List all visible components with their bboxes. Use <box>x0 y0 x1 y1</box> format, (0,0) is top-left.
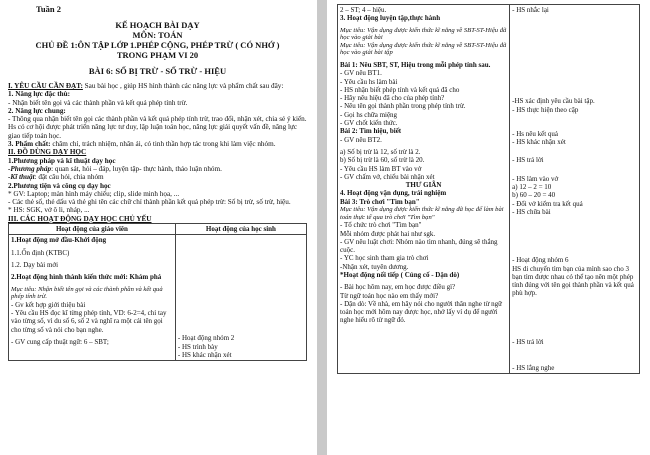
student-response: - HS thực hiện theo cặp <box>512 105 579 114</box>
student-repeat: - HS nhắc lại <box>512 6 549 14</box>
terms-continued: 2 – ST; 4 – hiệu. <box>340 6 387 14</box>
lesson-plan-title: KẾ HOẠCH BÀI DẠY <box>115 20 200 30</box>
student-response: - HS trả lời <box>512 337 544 346</box>
break-label: THƯ GIÃN <box>405 181 442 190</box>
exercise-3-step: Mỗi nhóm được phát hai như sgk. <box>340 229 436 238</box>
materials-technique: -Kĩ thuật: đặt câu hỏi, chia nhóm <box>8 173 104 182</box>
practice-goal-2: Mục tiêu: Vận dụng được kiến thức kĩ năng về SBT-ST-Hiệu đã học vào giải bài tập <box>340 41 507 57</box>
student-response: - Đổi vở kiểm tra kết quả <box>512 199 583 208</box>
materials-teacher: * GV: Laptop; màn hình máy chiếu; clip, slide minh họa, ... <box>8 189 180 198</box>
objective-3: 3. Phẩm chất: chăm chỉ, trách nhiệm, nhân ái, có tinh thần hợp tác trong khi làm việc nhóm. <box>8 140 276 149</box>
exercise-1-step: - Yêu cầu hs làm bài <box>340 77 398 86</box>
student-present: - HS trình bày <box>177 342 218 351</box>
exercise-2-step: - GV nêu BT2. <box>340 135 382 144</box>
exercise-3-goal: Mục tiêu: Vận dụng được kiến thức kĩ năng đã học để làm bài toán thực tế qua trò chơi "Tìm bạn" <box>340 206 504 221</box>
exercise-3-step: -Nhận xét, tuyên dương. <box>340 262 409 271</box>
student-response: - Hs nêu kết quả <box>512 129 559 138</box>
subject-title: MÔN: TOÁN <box>132 30 183 40</box>
table-row <box>9 235 307 361</box>
wrapup-homework: - Dặn dò: Về nhà, em hãy nói cho người thân nghe từ ngữ toán học mới hôm nay được học, nhớ lấy ví dụ để người nghe hiểu rõ từ ngữ đó. <box>340 299 502 325</box>
exercise-1-step: - Hãy nêu hiệu đã cho của phép tính? <box>340 94 445 103</box>
activity-practice: 3. Hoạt động luyện tập,thực hành <box>340 14 441 23</box>
student-answer-b: b) 60 – 20 = 40 <box>512 191 556 200</box>
activity-terms: - GV cung cấp thuật ngữ: 6 – SBT; <box>11 337 109 346</box>
activities-table-right <box>337 4 640 374</box>
activities-table-left <box>8 223 307 361</box>
materials-2-heading: 2.Phương tiện và công cụ dạy học <box>8 181 111 190</box>
lesson-title: BÀI 6: SỐ BỊ TRỪ - SỐ TRỪ - HIỆU <box>88 66 227 76</box>
objective-2-text: - Thông qua nhận biết tên gọi các thành phần và kết quả phép tính trừ, trao đổi, nhận xét, chia sẻ ý kiến. Hs có cơ hội được phát triển năng lực tư duy, lập luận toán học, năng lực giải quyết vấn đề, năng lực giao tiếp toán học. <box>8 115 307 140</box>
exercise-3-step: - YC học sinh tham gia trò chơi <box>340 254 429 263</box>
column-header-teacher: Hoạt động của giáo viên <box>9 224 176 235</box>
activity-intro: - Gv kết hợp giới thiệu bài <box>11 300 86 309</box>
week-label: Tuần 2 <box>36 4 61 14</box>
exercise-2-step: - Yêu cầu HS làm BT vào vở <box>340 164 422 173</box>
activity-wrapup: *Hoạt động nối tiếp ( Củng cố - Dặn dò) <box>340 270 460 279</box>
exercise-2-part-b: b) Số bị trừ là 60, số trừ là 20. <box>340 156 425 165</box>
section-materials: II. ĐỒ DÙNG DẠY HỌC <box>8 148 87 157</box>
activity-stabilize: 1.1.Ổn định (KTBC) <box>11 248 70 257</box>
objective-2-heading: 2. Năng lực chung: <box>8 106 66 115</box>
practice-goal-1: Mục tiêu: Vận dụng được kiến thức kĩ năng về SBT-ST-Hiệu đã học vào giải bài <box>340 26 507 42</box>
document-page-left <box>0 0 317 455</box>
exercise-3-step: - Tổ chức trò chơi "Tìm bạn" <box>340 221 422 230</box>
materials-cards: - Các thẻ số, thẻ dấu và thẻ ghi tên các chữ chỉ thành phần kết quả phép trừ: Số bị trừ, số trừ, hiệu. <box>8 198 291 207</box>
exercise-1-title: Bài 1: Nêu SBT, ST, Hiệu trong mỗi phép tính sau. <box>340 60 491 69</box>
exercise-1-step: - HS nhận biết phép tính và kết quả đã cho <box>340 85 460 94</box>
student-response: - HS chữa bài <box>512 207 551 216</box>
exercise-1-step: - GV nêu BT1. <box>340 69 382 78</box>
exercise-2-step: - GV chấm vở, chiếu bài nhận xét <box>340 172 435 181</box>
student-response: - HS lắng nghe <box>512 364 555 373</box>
wrapup-question: Từ ngữ toán học nào em thấy mới? <box>340 291 439 300</box>
exercise-2-title: Bài 2: Tìm hiệu, biết <box>340 127 402 136</box>
activity-instruction: - Yêu cầu HS đọc kĩ từng phép tính, VD: 6-2=4, chỉ tay vào từng số, vì du số 6, số 2 và nghĩ ra một cái tên gọi cho từng số và nói cho bạn nghe. <box>11 309 167 334</box>
document-page-right <box>327 0 650 455</box>
exercise-1-step: - Gọi hs chữa miệng <box>340 110 398 119</box>
objective-1-heading: 1. Năng lực đặc thù: <box>8 90 71 99</box>
wrapup-question: - Bài học hôm nay, em học được điều gì? <box>340 283 456 292</box>
topic-title: CHỦ ĐỀ 1:ÔN TẬP LỚP 1.PHÉP CỘNG, PHÉP TRỪ ( CÓ NHỚ ) TRONG PHẠM VI 20 <box>35 40 280 60</box>
student-comment: - HS khác nhận xét <box>177 350 232 359</box>
column-header-student: Hoạt động của học sinh <box>175 224 306 235</box>
student-group-2: - Hoạt động nhóm 2 <box>177 334 235 343</box>
exercise-1-step: - GV chốt kiến thức. <box>340 119 398 128</box>
section-objectives: I. YÊU CẦU CẦN ĐẠT: Sau bài học , giúp HS hình thành các năng lực và phẩm chất sau đây: <box>8 82 284 90</box>
materials-1-heading: 1.Phương pháp và kĩ thuật dạy học <box>8 156 116 165</box>
exercise-2-part-a: a) Số bị trừ là 12, số trừ là 2. <box>340 147 421 156</box>
materials-student: * HS: SGK, vở ô li, nháp, ... <box>8 206 90 215</box>
student-group-6: - Hoạt động nhóm 6 <box>512 256 569 265</box>
materials-method: -Phương pháp: quan sát, hỏi – đáp, luyện tập- thực hành, thảo luận nhóm. <box>8 164 222 173</box>
activity-discovery-goal: Mục tiêu: Nhận biết tên gọi và các thành phần và kết quả phép tính trừ. <box>11 285 163 301</box>
objective-1-text: - Nhận biết tên gọi và các thành phần và kết quả phép tính trừ. <box>8 98 188 107</box>
activity-application: 4. Hoạt động vận dụng, trải nghiệm <box>340 189 447 198</box>
activity-warmup: 1.Hoạt động mở đầu-Khởi động <box>11 236 107 245</box>
exercise-3-step: - GV nêu luật chơi: Nhóm nào tìm nhanh, đúng sẽ thắng cuộc. <box>340 237 498 255</box>
section-activities: III. CÁC HOẠT ĐỘNG DẠY HỌC CHỦ YẾU <box>8 214 152 223</box>
activity-discovery: 2.Hoạt động hình thành kiến thức mới: Khám phá <box>11 273 162 282</box>
student-response: -HS xác định yêu cầu bài tập. <box>512 97 595 106</box>
exercise-1-step: - Nêu tên gọi thành phần trong phép tính trừ. <box>340 102 466 111</box>
exercise-3-title: Bài 3: Trò chơi "Tìm bạn" <box>340 197 420 206</box>
student-response: - HS làm vào vở <box>512 174 559 183</box>
table-row <box>338 5 640 374</box>
student-game-response: HS di chuyển tìm bạn của mình sao cho 3 bạn tìm được nhau có thể tạo nên một phép tính đúng với tên gọi thành phần và kết quả phù hợp. <box>512 264 634 298</box>
student-response: - HS trả lời <box>512 156 544 165</box>
student-answer-a: a) 12 – 2 = 10 <box>512 183 552 192</box>
activity-new-lesson: 1.2. Dạy bài mới <box>11 260 59 269</box>
student-response: - HS khác nhận xét <box>512 138 566 147</box>
